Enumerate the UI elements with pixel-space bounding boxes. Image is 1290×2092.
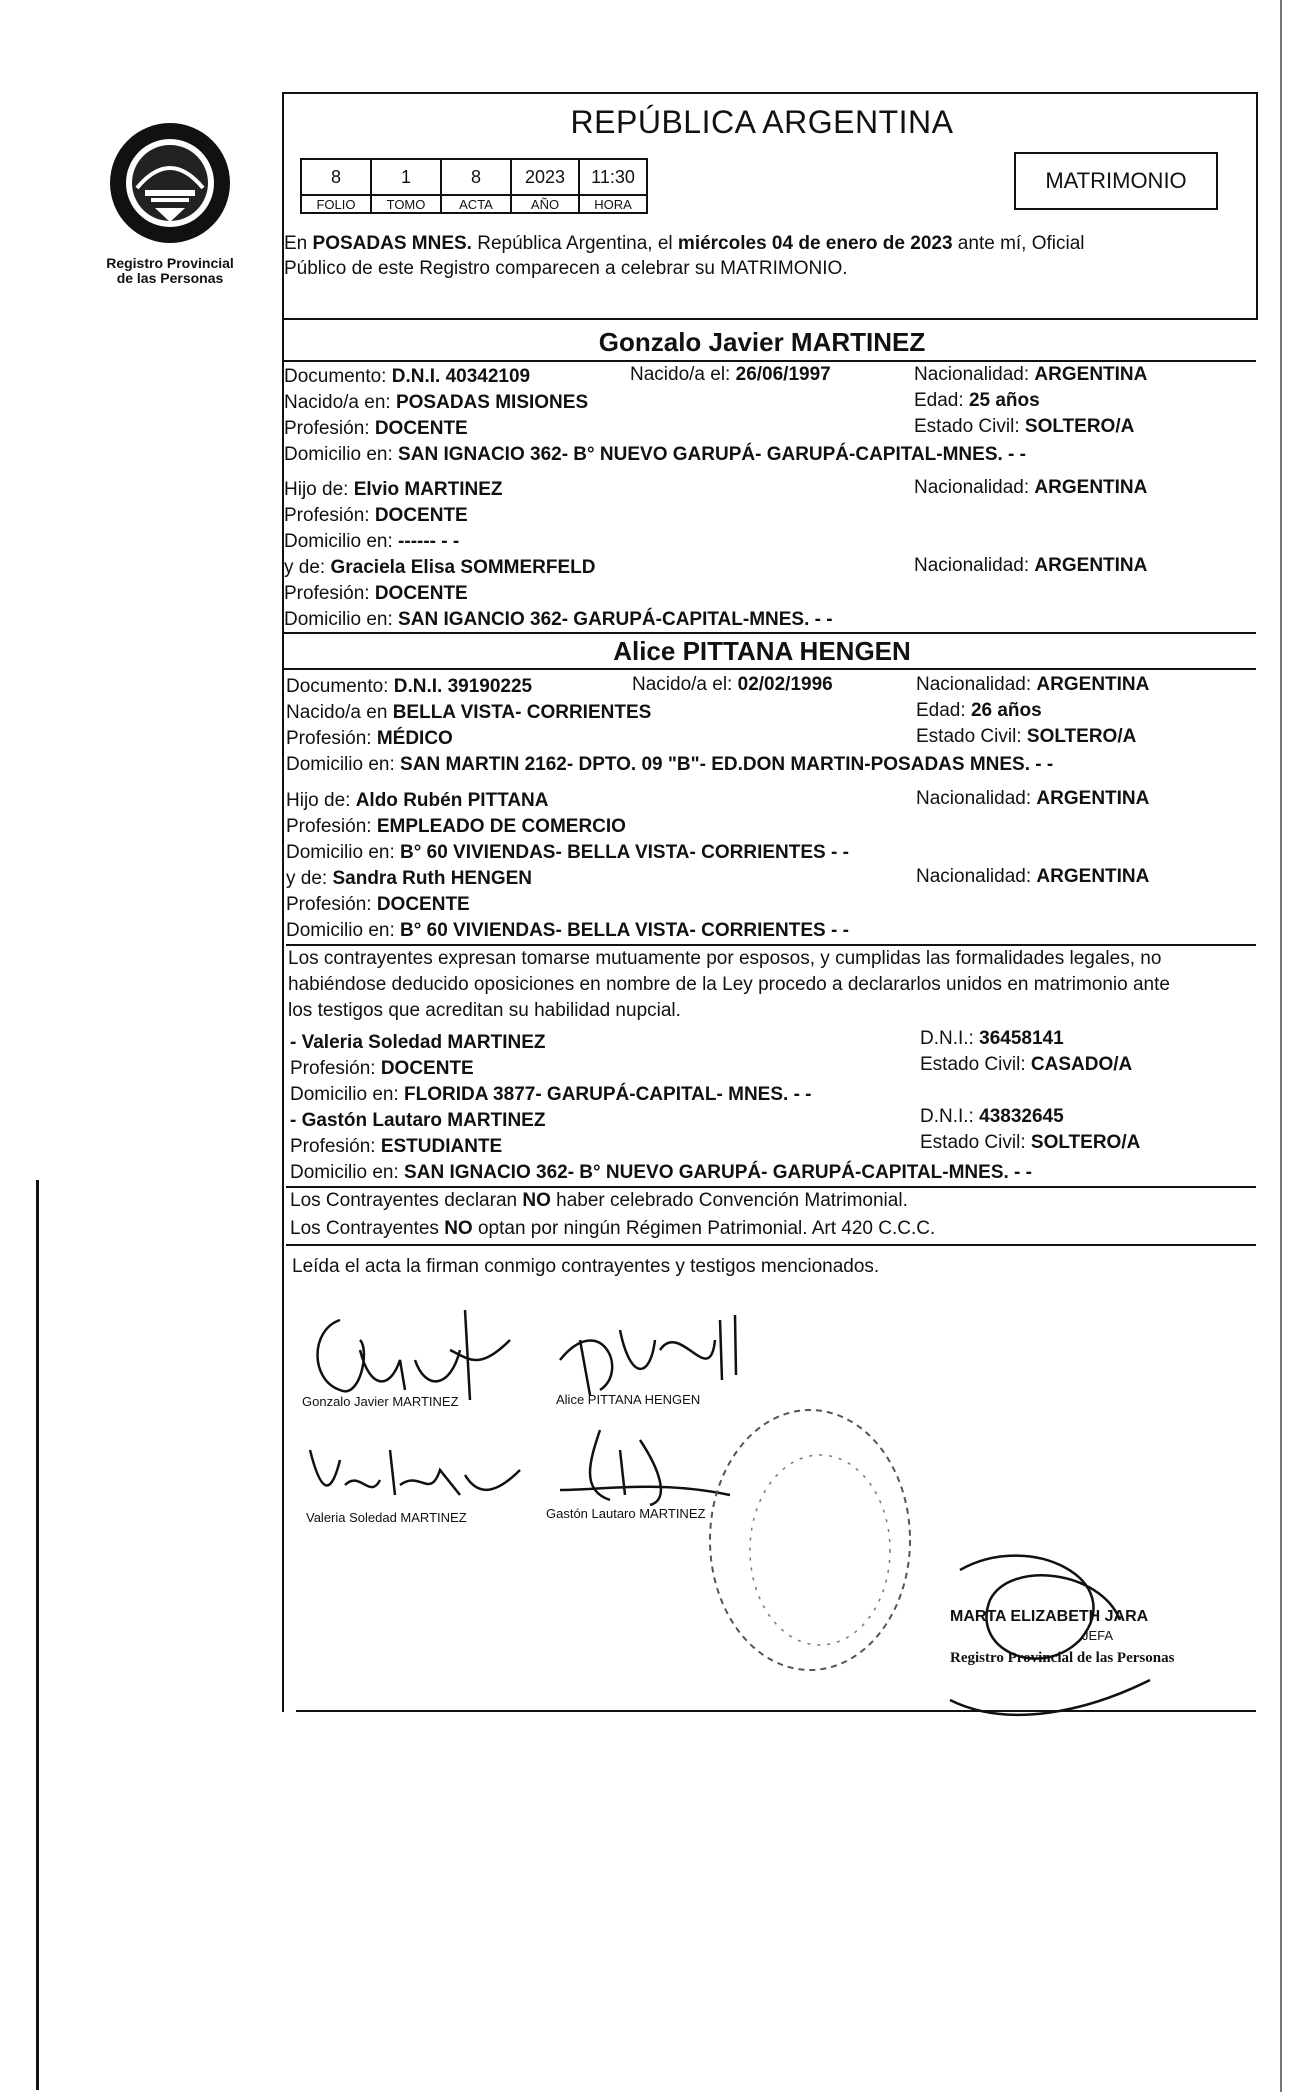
signature-label-groom: Gonzalo Javier MARTINEZ [302, 1394, 459, 1409]
declaration-line-3: los testigos que acreditan su habilidad nupcial. [288, 1000, 681, 1021]
witness2-profession: Profesión: ESTUDIANTE [290, 1136, 503, 1157]
spouse2-document: Documento: D.N.I. 39190225 [286, 676, 533, 697]
spouse2-mother-profession: Profesión: DOCENTE [286, 894, 470, 915]
spouse1-address: Domicilio en: SAN IGNACIO 362- B° NUEVO GARUPÁ- GARUPÁ-CAPITAL-MNES. - - [284, 444, 1026, 465]
spouse1-document: Documento: D.N.I. 40342109 [284, 366, 531, 387]
witness2-address: Domicilio en: SAN IGNACIO 362- B° NUEVO GARUPÁ- GARUPÁ-CAPITAL-MNES. - - [290, 1162, 1032, 1183]
witness1-address: Domicilio en: FLORIDA 3877- GARUPÁ-CAPITAL- MNES. - - [290, 1084, 812, 1105]
page-title: REPÚBLICA ARGENTINA [570, 104, 954, 140]
spouse2-father-nationality: Nacionalidad: ARGENTINA [916, 788, 1150, 809]
hora-label: HORA [579, 195, 647, 213]
intro-line-2: Público de este Registro comparecen a celebrar su MATRIMONIO. [284, 258, 848, 279]
provincial-seal-logo [105, 118, 235, 248]
declaration-line-1: Los contrayentes expresan tomarse mutuamente por esposos, y cumplidas las formalidades legales, no [288, 948, 1162, 969]
anio-value: 2023 [511, 159, 579, 195]
spouse1-age: Edad: 25 años [914, 390, 1040, 411]
spouse1-father-address: Domicilio en: ------ - - [284, 531, 460, 552]
spouse1-name: Gonzalo Javier MARTINEZ [598, 327, 926, 357]
official-role: JEFA [1082, 1628, 1114, 1643]
spouse1-mother-address: Domicilio en: SAN IGANCIO 362- GARUPÁ-CAPITAL-MNES. - - [284, 609, 833, 630]
tomo-value: 1 [371, 159, 441, 195]
spouse1-father-profession: Profesión: DOCENTE [284, 505, 468, 526]
witness1-name: - Valeria Soledad MARTINEZ [290, 1032, 546, 1053]
witness1-dni: D.N.I.: 36458141 [920, 1028, 1064, 1049]
spouse2-birthdate: Nacido/a el: 02/02/1996 [632, 674, 833, 695]
spouse1-father-nationality: Nacionalidad: ARGENTINA [914, 477, 1148, 498]
spouse2-mother: y de: Sandra Ruth HENGEN [286, 868, 533, 889]
folio-label: FOLIO [301, 195, 371, 213]
spouse2-birthplace: Nacido/a en BELLA VISTA- CORRIENTES [286, 702, 652, 723]
spouse2-father-profession: Profesión: EMPLEADO DE COMERCIO [286, 816, 626, 837]
spouse1-nationality: Nacionalidad: ARGENTINA [914, 364, 1148, 385]
witness1-profession: Profesión: DOCENTE [290, 1058, 474, 1079]
spouse2-name: Alice PITTANA HENGEN [613, 636, 911, 666]
anio-label: AÑO [511, 195, 579, 213]
spouse2-nationality: Nacionalidad: ARGENTINA [916, 674, 1150, 695]
scan-edge-mark [36, 1180, 39, 2090]
scan-edge-right [1280, 0, 1282, 2092]
record-id-table [300, 158, 648, 214]
divider [282, 668, 1256, 670]
closing-statement: Leída el acta la firman conmigo contrayentes y testigos mencionados. [292, 1256, 880, 1277]
witness1-civil-status: Estado Civil: CASADO/A [920, 1054, 1133, 1075]
signature-official [930, 1540, 1190, 1740]
spouse2-father-address: Domicilio en: B° 60 VIVIENDAS- BELLA VISTA- CORRIENTES - - [286, 842, 849, 863]
witness2-dni: D.N.I.: 43832645 [920, 1106, 1064, 1127]
convention-line-1: Los Contrayentes declaran NO haber celebrado Convención Matrimonial. [290, 1190, 908, 1211]
acta-value: 8 [441, 159, 511, 195]
spouse1-father: Hijo de: Elvio MARTINEZ [284, 479, 503, 500]
folio-value: 8 [301, 159, 371, 195]
spouse2-profession: Profesión: MÉDICO [286, 728, 453, 749]
spouse1-mother-nationality: Nacionalidad: ARGENTINA [914, 555, 1148, 576]
spouse2-civil-status: Estado Civil: SOLTERO/A [916, 726, 1137, 747]
hora-value: 11:30 [579, 159, 647, 195]
signature-bride [540, 1300, 750, 1400]
signature-witness1 [300, 1430, 530, 1510]
convention-line-2: Los Contrayentes NO optan por ningún Régimen Patrimonial. Art 420 C.C.C. [290, 1218, 936, 1239]
spouse1-birthplace: Nacido/a en: POSADAS MISIONES [284, 392, 589, 413]
logo-caption: Registro Provincial de las Personas [106, 255, 234, 286]
spouse2-father: Hijo de: Aldo Rubén PITTANA [286, 790, 549, 811]
witness2-civil-status: Estado Civil: SOLTERO/A [920, 1132, 1141, 1153]
official-office: Registro Provincial de las Personas [950, 1650, 1175, 1666]
spouse2-mother-nationality: Nacionalidad: ARGENTINA [916, 866, 1150, 887]
divider [282, 318, 1256, 320]
record-type-box: MATRIMONIO [1014, 152, 1218, 210]
official-circular-stamp [690, 1400, 920, 1690]
spouse2-address: Domicilio en: SAN MARTIN 2162- DPTO. 09 "B"- ED.DON MARTIN-POSADAS MNES. - - [286, 754, 1054, 775]
declaration-line-2: habiéndose deducido oposiciones en nombre de la Ley procedo a declararlos unidos en matrimonio ante [288, 974, 1170, 995]
divider [286, 1244, 1256, 1246]
signature-groom [300, 1290, 520, 1410]
spouse1-mother-profession: Profesión: DOCENTE [284, 583, 468, 604]
tomo-label: TOMO [371, 195, 441, 213]
signature-label-witness2: Gastón Lautaro MARTINEZ [546, 1506, 706, 1521]
spouse1-civil-status: Estado Civil: SOLTERO/A [914, 416, 1135, 437]
signature-label-witness1: Valeria Soledad MARTINEZ [306, 1510, 467, 1525]
signature-label-bride: Alice PITTANA HENGEN [556, 1392, 701, 1407]
spouse2-age: Edad: 26 años [916, 700, 1042, 721]
frame-right [1256, 92, 1258, 320]
witness2-name: - Gastón Lautaro MARTINEZ [290, 1110, 546, 1131]
official-name: MARTA ELIZABETH JARA [950, 1608, 1149, 1625]
divider [282, 632, 1256, 634]
intro-line-1: En POSADAS MNES. República Argentina, el miércoles 04 de enero de 2023 ante mí, Oficial [284, 233, 1085, 254]
spouse1-birthdate: Nacido/a el: 26/06/1997 [630, 364, 831, 385]
spouse1-profession: Profesión: DOCENTE [284, 418, 468, 439]
acta-label: ACTA [441, 195, 511, 213]
spouse2-mother-address: Domicilio en: B° 60 VIVIENDAS- BELLA VISTA- CORRIENTES - - [286, 920, 849, 941]
spouse1-mother: y de: Graciela Elisa SOMMERFELD [284, 557, 596, 578]
